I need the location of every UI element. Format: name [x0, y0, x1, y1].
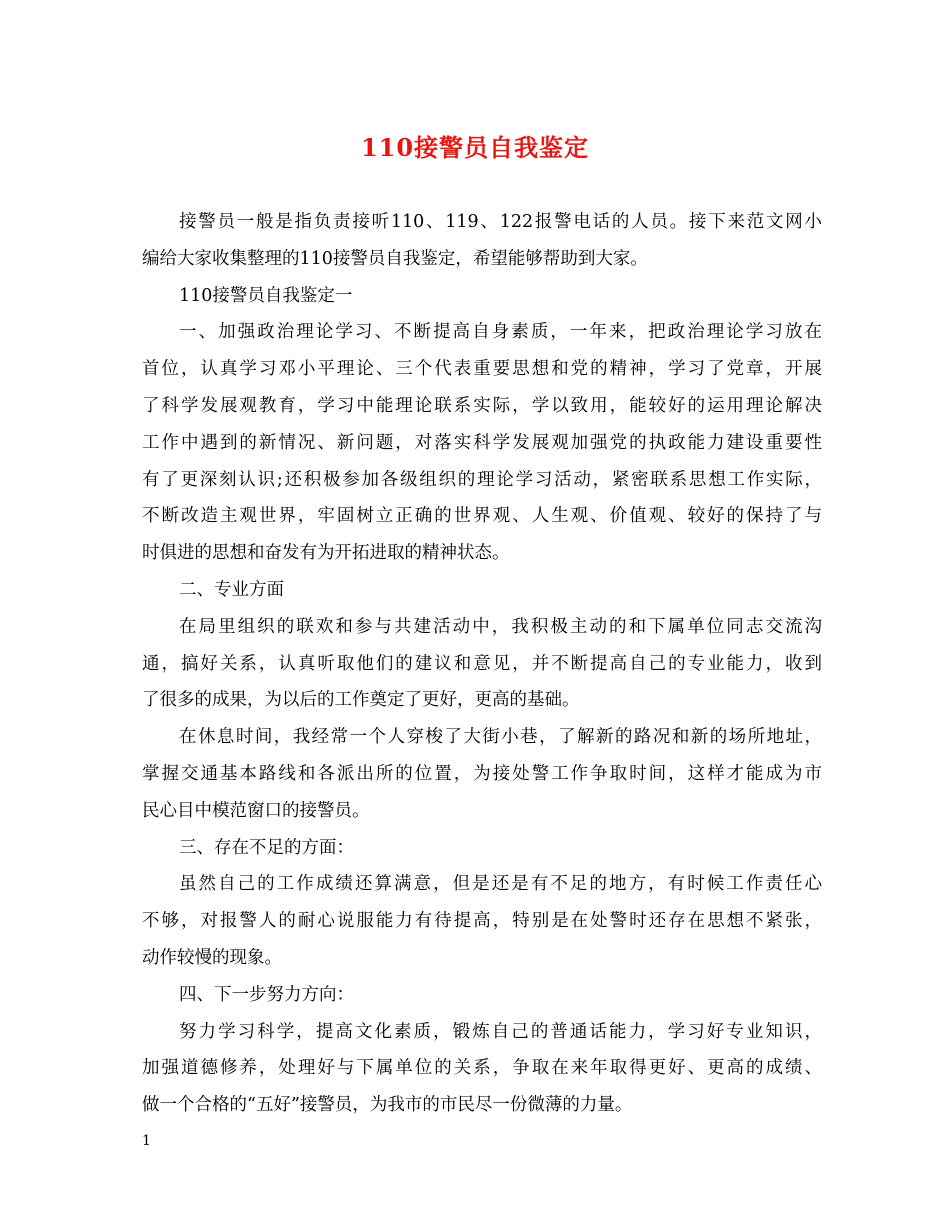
paragraph-line: 编给大家收集整理的110接警员自我鉴定，希望能够帮助到大家。 [142, 248, 648, 269]
paragraph-line: 掌握交通基本路线和各派出所的位置，为接处警工作争取时间，这样才能成为市 [142, 763, 822, 784]
paragraph-line: 加强道德修养，处理好与下属单位的关系，争取在来年取得更好、更高的成绩、 [142, 1058, 822, 1079]
page-number: 1 [142, 1133, 151, 1149]
paragraph-line: 了很多的成果，为以后的工作奠定了更好，更高的基础。 [142, 690, 580, 711]
paragraph-line: 首位，认真学习邓小平理论、三个代表重要思想和党的精神，学习了党章，开展 [142, 359, 822, 380]
paragraph-line: 接警员一般是指负责接听110、119、122报警电话的人员。接下来范文网小 [179, 212, 822, 232]
paragraph-line: 做一个合格的“五好”接警员，为我市的市民尽一份微薄的力量。 [142, 1095, 633, 1116]
section-heading: 三、存在不足的方面： [179, 837, 354, 858]
section-heading: 二、专业方面 [179, 579, 284, 600]
paragraph-line: 民心目中模范窗口的接警员。 [142, 800, 370, 821]
paragraph-line: 在休息时间，我经常一个人穿梭了大街小巷，了解新的路况和新的场所地址， [179, 727, 822, 748]
document-body [142, 204, 822, 1124]
paragraph-line: 有了更深刻认识;还积极参加各级组织的理论学习活动，紧密联系思想工作实际， [142, 469, 822, 490]
section-heading: 四、下一步努力方向： [179, 984, 354, 1005]
paragraph-line: 努力学习科学，提高文化素质，锻炼自己的普通话能力，学习好专业知识， [179, 1021, 822, 1042]
paragraph-line: 工作中遇到的新情况、新问题，对落实科学发展观加强党的执政能力建设重要性 [142, 432, 822, 453]
paragraph-line: 在局里组织的联欢和参与共建活动中，我积极主动的和下属单位同志交流沟 [179, 616, 822, 637]
paragraph-line: 时俱进的思想和奋发有为开拓进取的精神状态。 [142, 543, 510, 564]
paragraph-line: 通，搞好关系，认真听取他们的建议和意见，并不断提高自己的专业能力，收到 [142, 653, 822, 674]
paragraph-line: 一、加强政治理论学习、不断提高自身素质，一年来，把政治理论学习放在 [179, 322, 822, 343]
paragraph-line: 不够，对报警人的耐心说服能力有待提高，特别是在处警时还存在思想不紧张， [142, 911, 822, 932]
section-heading: 110接警员自我鉴定一 [179, 285, 353, 306]
paragraph-line: 不断改造主观世界，牢固树立正确的世界观、人生观、价值观、较好的保持了与 [142, 506, 822, 527]
paragraph-line: 了科学发展观教育，学习中能理论联系实际，学以致用，能较好的运用理论解决 [142, 395, 822, 416]
paragraph-line: 动作较慢的现象。 [142, 947, 282, 968]
document-title: 110接警员自我鉴定 [360, 133, 590, 162]
paragraph-line: 虽然自己的工作成绩还算满意，但是还是有不足的地方，有时候工作责任心 [179, 874, 822, 895]
